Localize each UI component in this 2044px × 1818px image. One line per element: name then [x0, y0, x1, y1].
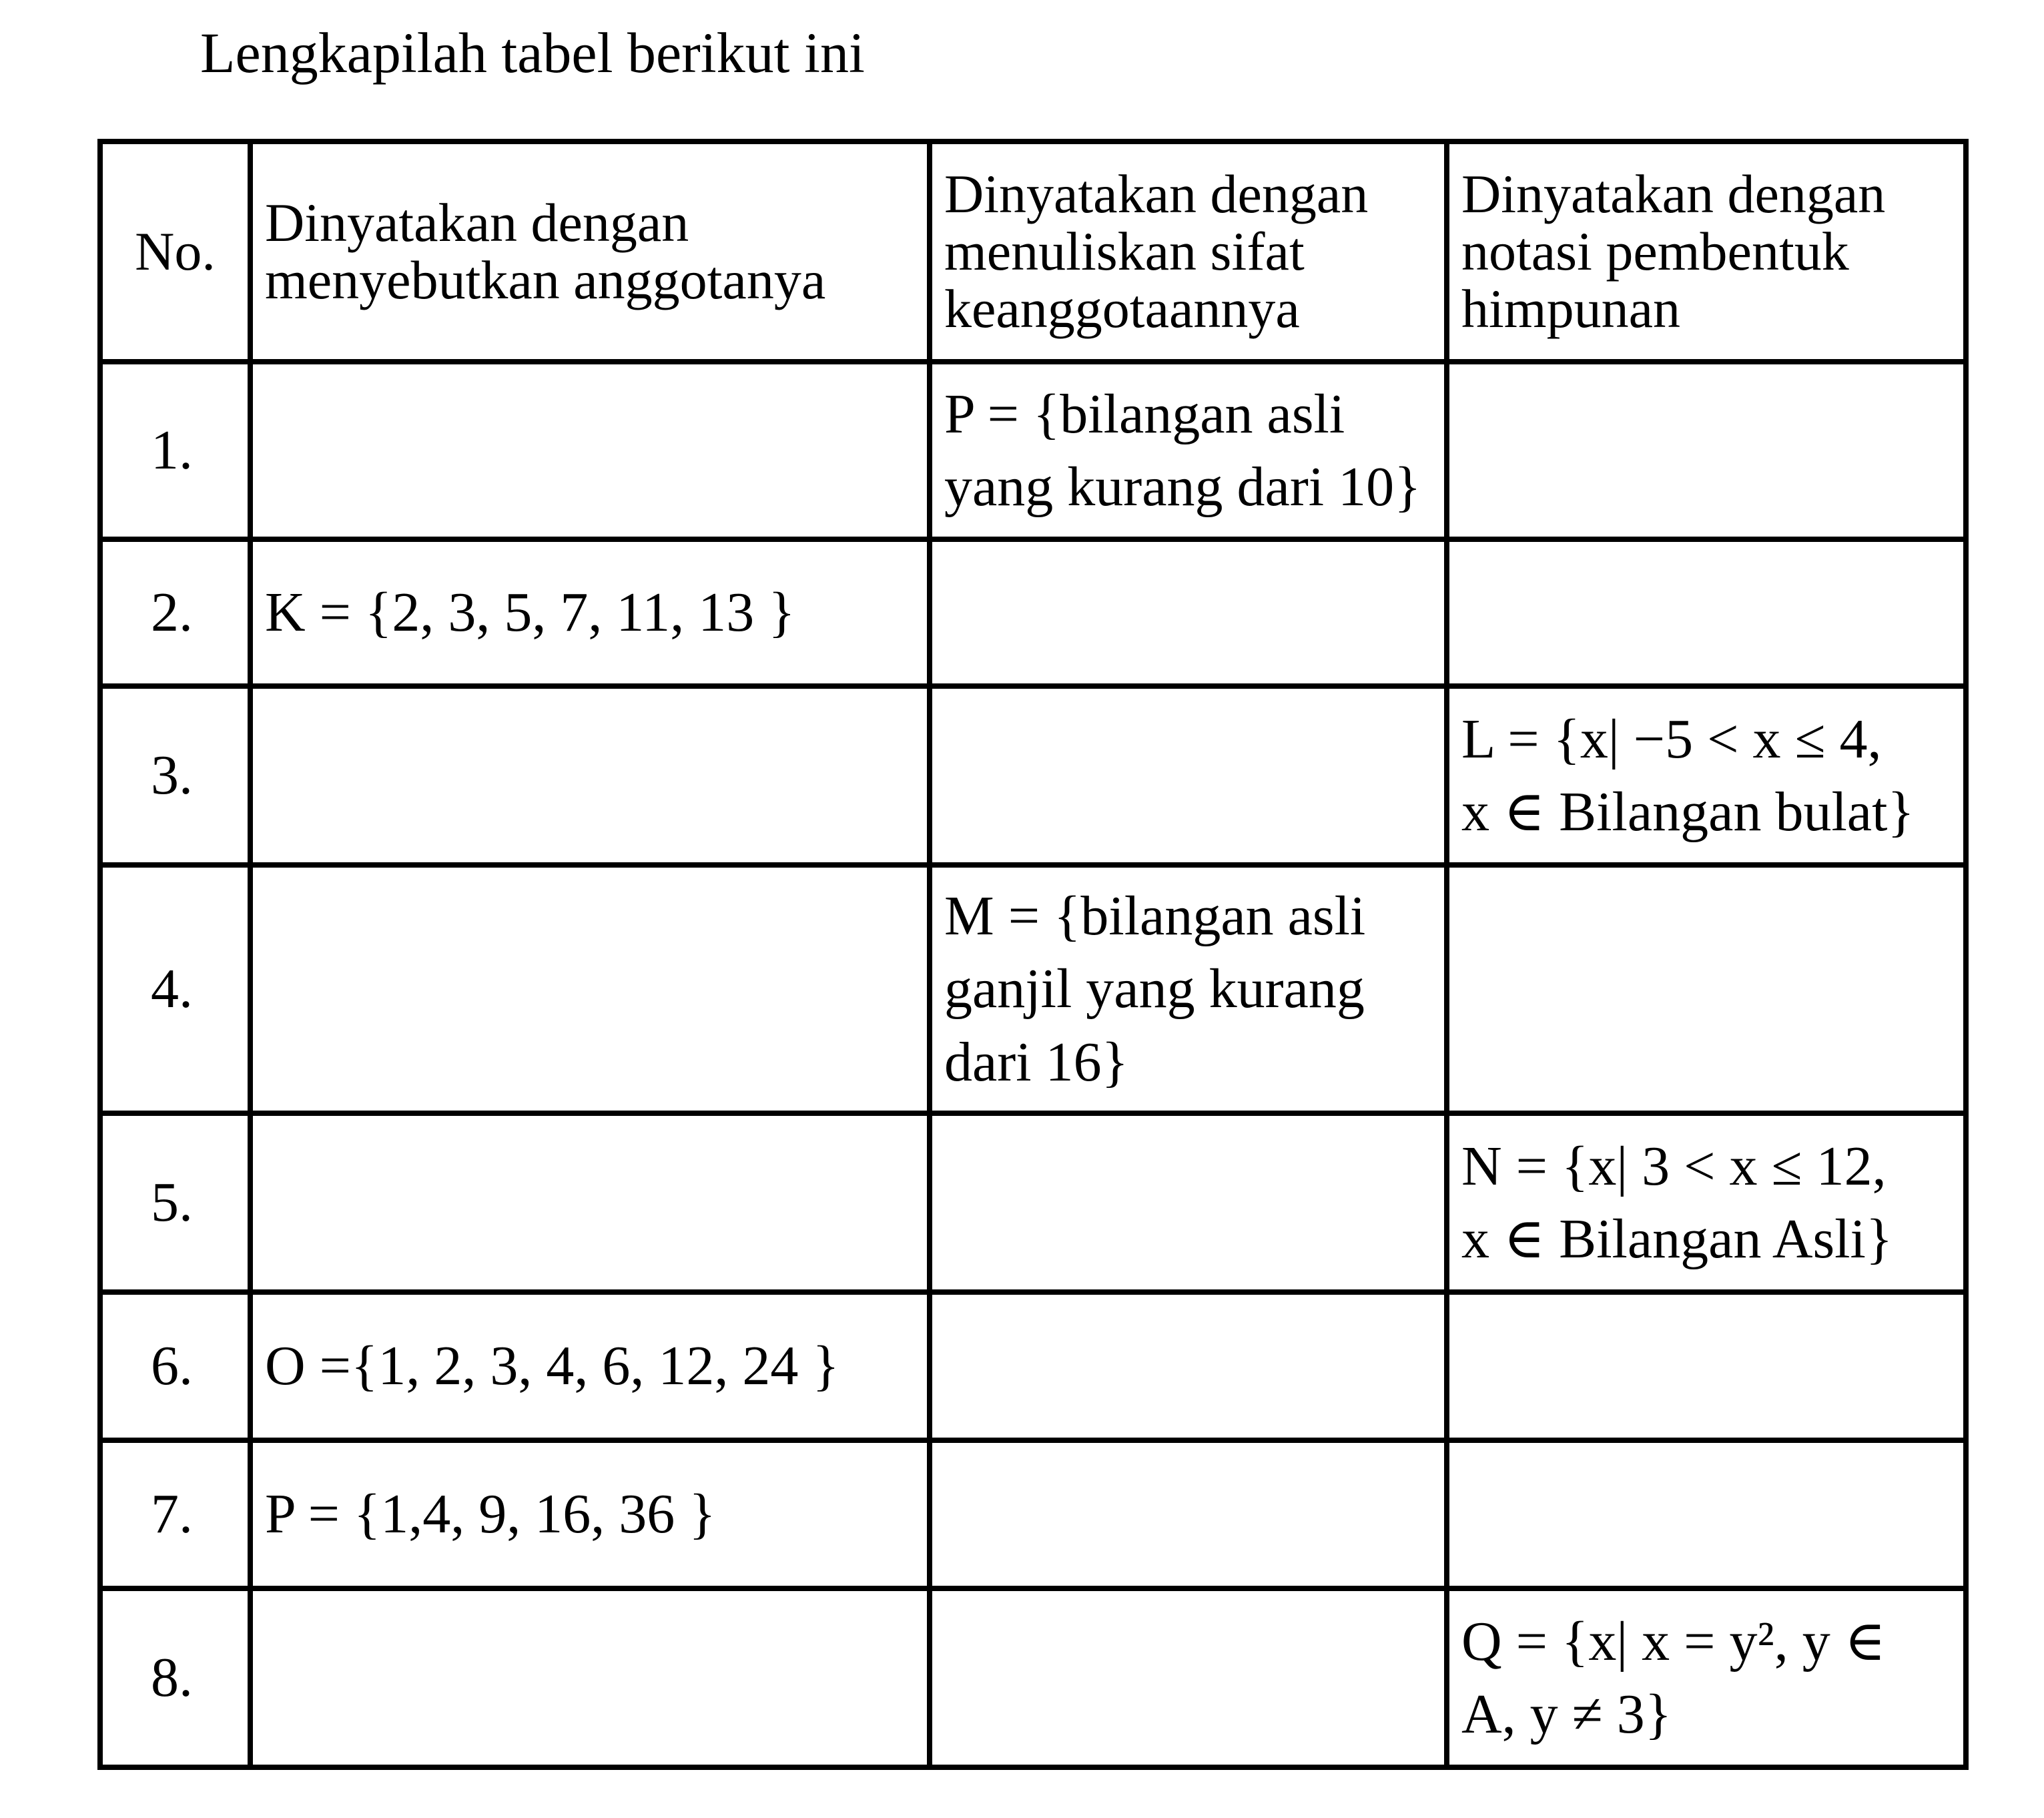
property-cell: M = {bilangan asli ganjil yang kurang dari 16}: [930, 865, 1447, 1113]
row-number: 3.: [100, 686, 250, 865]
header-notation: Dinyatakan dengan notasi pembentuk himpunan: [1447, 141, 1966, 362]
table-row: [100, 1588, 1966, 1767]
table-row: [100, 1292, 1966, 1440]
table-row: [100, 362, 1966, 539]
property-cell: P = {bilangan asli yang kurang dari 10}: [930, 362, 1447, 539]
row-number: 2.: [100, 539, 250, 686]
notation-cell: N = {x| 3 < x ≤ 12, x ∈ Bilangan Asli}: [1447, 1113, 1966, 1292]
table-row: [100, 1440, 1966, 1588]
notation-cell: [1447, 362, 1966, 539]
row-number: 1.: [100, 362, 250, 539]
notation-cell: [1447, 1440, 1966, 1588]
members-cell: [250, 1113, 930, 1292]
table-row: [100, 539, 1966, 686]
members-cell: O ={1, 2, 3, 4, 6, 12, 24 }: [250, 1292, 930, 1440]
property-cell: [930, 1440, 1447, 1588]
members-cell: K = {2, 3, 5, 7, 11, 13 }: [250, 539, 930, 686]
notation-cell: [1447, 865, 1966, 1113]
property-cell: [930, 686, 1447, 865]
property-cell: [930, 539, 1447, 686]
property-cell: [930, 1292, 1447, 1440]
set-table: [97, 139, 1969, 1770]
members-cell: [250, 1588, 930, 1767]
header-property: Dinyatakan dengan menuliskan sifat keanggotaannya: [930, 141, 1447, 362]
row-number: 6.: [100, 1292, 250, 1440]
header-row: [100, 141, 1966, 362]
notation-cell: [1447, 539, 1966, 686]
row-number: 4.: [100, 865, 250, 1113]
members-cell: [250, 686, 930, 865]
table-row: [100, 686, 1966, 865]
row-number: 8.: [100, 1588, 250, 1767]
table-row: [100, 865, 1966, 1113]
members-cell: [250, 865, 930, 1113]
notation-cell: [1447, 1292, 1966, 1440]
notation-cell: L = {x| −5 < x ≤ 4, x ∈ Bilangan bulat}: [1447, 686, 1966, 865]
property-cell: [930, 1588, 1447, 1767]
table-row: [100, 1113, 1966, 1292]
members-cell: [250, 362, 930, 539]
members-cell: P = {1,4, 9, 16, 36 }: [250, 1440, 930, 1588]
notation-cell: Q = {x| x = y², y ∈ A, y ≠ 3}: [1447, 1588, 1966, 1767]
header-no: No.: [100, 141, 250, 362]
instruction-text: Lengkapilah tabel berikut ini: [200, 21, 865, 85]
header-members: Dinyatakan dengan menyebutkan anggotanya: [250, 141, 930, 362]
row-number: 5.: [100, 1113, 250, 1292]
property-cell: [930, 1113, 1447, 1292]
row-number: 7.: [100, 1440, 250, 1588]
